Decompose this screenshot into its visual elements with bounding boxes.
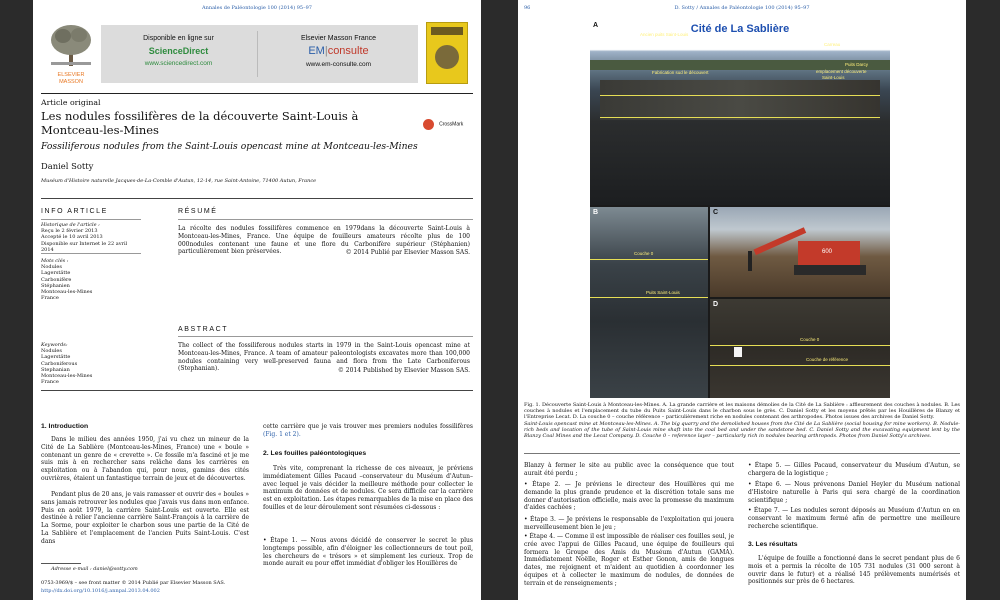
keyword: Montceau-les-Mines xyxy=(41,289,93,296)
author-name: Daniel Sotty xyxy=(41,161,94,171)
panel-label-b: B xyxy=(593,209,599,216)
banner-right-title: Elsevier Masson France xyxy=(300,35,377,42)
keyword: Stéphanien xyxy=(41,282,70,289)
keyword: Carboniferous xyxy=(41,360,78,367)
panel-label-a: A xyxy=(593,22,599,29)
body-paragraph: Blanzy à fermer le site au public avec la conséquence que tout aurait été perdu ; xyxy=(524,462,734,477)
photo-label: Couche 0 xyxy=(800,337,820,342)
panel-label-d: D xyxy=(713,301,719,308)
keyword: France xyxy=(41,295,59,302)
body-rule xyxy=(41,390,473,391)
marker-sign xyxy=(734,347,742,357)
history-block xyxy=(41,222,141,253)
info-subrule xyxy=(41,219,141,220)
photo-label: emplacement découverte xyxy=(816,69,867,74)
layer-line xyxy=(710,365,890,366)
journal-cover-band xyxy=(431,27,463,35)
page-left xyxy=(33,0,481,600)
photo-label: Carreau xyxy=(824,42,841,47)
emconsulte-brand: EM|consulte xyxy=(308,45,369,57)
article-type: Article original xyxy=(41,98,101,107)
header-banner xyxy=(101,25,418,83)
history-label: Historique de l'article : xyxy=(41,222,100,228)
info-heading: INFO ARTICLE xyxy=(41,208,108,215)
photo-a xyxy=(590,20,890,205)
page-right xyxy=(518,0,966,600)
photo-label: Puits Darcy xyxy=(845,62,869,67)
banner-divider xyxy=(257,31,258,77)
photo-label: Couche de référence xyxy=(806,357,849,362)
caption-rule xyxy=(524,453,960,454)
figure-caption-fr: Fig. 1. Découverte Saint-Louis à Montceau-les-Mines. A. La grande carrière et les maisons démolies de la Cité de La Sablière : affleurement des couches à nodules. B. Les couches à nodules et l'emplacement du tube du Puits Saint-Louis dans le charbon sous le grès. C. Daniel Sotty et les moyens prêtés par les Houillères de Blanzy et l'Entreprise Lecat. D. La couche 0 – couche référence – particulièrement riche en nodules contenant des arthropodes. Photos issues des archives de Daniel Sotty. xyxy=(524,402,960,421)
step-item: • Étape 1. — Nous avons décidé de conserver le secret le plus longtemps possible, afin d'éloigner les collectionneurs de tout poil, les chercheurs de « trésors » et simplement les curieux. Trop de monde aurait eu pour effet immédiat d'obliger les Houillères de xyxy=(263,537,473,568)
footnote-rule xyxy=(41,563,81,564)
step-item: • Étape 3. — Je préviens le responsable de l'exploitation qui jouera merveilleusement bien le jeu ; xyxy=(524,516,735,531)
keyword: France xyxy=(41,379,59,386)
body-paragraph: L'équipe de fouille a fonctionné dans le secret pendant plus de 6 mois et a permis la récolte de 105 731 nodules (31 000 seront à ouvrir dans le futur) et a réalisé 145 prélèvements numérisés et positionnés sur près de 6 hectares. xyxy=(748,555,960,586)
keyword: Lagerstätte xyxy=(41,354,71,361)
keywords-label: Keywords: xyxy=(41,342,68,348)
banner-left-title: Disponible en ligne sur xyxy=(143,35,214,42)
figure-link[interactable]: (Fig. 1 et 2). xyxy=(263,430,301,438)
excavator-tracks xyxy=(794,265,866,275)
running-head: Annales de Paléontologie 100 (2014) 95–97 xyxy=(202,5,312,11)
sciencedirect-brand: ScienceDirect xyxy=(148,46,209,56)
keyword: Nodules xyxy=(41,264,62,271)
photo-b xyxy=(590,207,708,398)
person-figure xyxy=(748,251,752,271)
journal-cover xyxy=(426,22,468,84)
abstract-heading: ABSTRACT xyxy=(178,326,229,333)
abstract-subrule xyxy=(178,336,473,337)
photo-label: Fabrication sud le découvert xyxy=(652,70,709,75)
page-number: 96 xyxy=(524,5,531,11)
keyword: Stephanian xyxy=(41,366,70,373)
elsevier-logo xyxy=(43,22,99,84)
running-head: D. Sotty / Annales de Paléontologie 100 (2014) 95–97 xyxy=(674,5,810,11)
elsevier-tree-icon xyxy=(43,22,99,68)
title-en: Fossiliferous nodules from the Saint-Louis opencast mine at Montceau-les-Mines xyxy=(41,141,418,152)
body-paragraph: Très vite, comprenant la richesse de ces niveaux, je préviens immédiatement Gilles Pacaud –conservateur du Muséum d'Autun– avec lequel je vais décider la meilleure méthode pour collecter le maximum de données et de nodules. Ce sera difficile car la carrière est en exploitation. Les étapes remarquables de la mise en place des fouilles et de leur déroulement sont résumées ci-dessous : xyxy=(263,465,473,511)
abstract-text: The collect of the fossiliferous nodules starts in 1979 in the Saint-Louis opencast mine at Montceau-les-Mines, France. A team of amateur paleontologists excavates more than 100,000 nodules containing very well-preserved fauna and flora from the Late Carboniferous (Stephanian). xyxy=(178,342,470,373)
photo-label: Puits Saint-Louis xyxy=(646,290,680,295)
figure-title: Cité de La Sablière xyxy=(690,23,790,35)
panel-label-c: C xyxy=(713,209,719,216)
layer-line xyxy=(710,345,890,346)
intro-paragraph: Pendant plus de 20 ans, je vais ramasser et ouvrir des « boules » sans jamais retrouver les nodules que j'avais vus dans mon enfance. Puis en août 1979, la carrière Saint-Louis est ouverte. Elle est destinée à relier l'ancienne carrière Saint-François à la carrière de La Sorme, pour exploiter le charbon sous une partie de la Cité de La Sablière et l'emplacement de l'ancien Puits Saint-Louis. C'est dans xyxy=(41,491,249,545)
intro-paragraph: Dans le milieu des années 1950, j'ai vu chez un mineur de la Cité de La Sablière (Montceau-les-Mines, France) une « boule » contenant un genre de « crevette ». Ce fossile m'a fasciné et je me suis mis à en rechercher sans relâche dans les carrières en exploitation ou à l'abandon qui, pour nous, gamins des cités ouvrières, étaient un fantastique terrain de jeux et de découvertes. xyxy=(41,436,249,482)
nodule-layer-line xyxy=(600,95,880,96)
excavator-number: 600 xyxy=(822,249,833,255)
photo-label: Couche 0 xyxy=(634,251,654,256)
photo-label: Ancien puits Saint-Louis xyxy=(640,32,689,37)
figure-1 xyxy=(590,20,890,398)
keyword: Carbonifère xyxy=(41,276,72,283)
elsevier-logo-text: ELSEVIER MASSON xyxy=(57,72,85,85)
emconsulte-link[interactable]: www.em-consulte.com xyxy=(305,61,372,68)
section-heading: 1. Introduction xyxy=(41,423,89,430)
resume-text: La récolte des nodules fossilifères commence en 1979dans la découverte Saint-Louis à Montceau-les-Mines, France. Une équipe de fouilleurs amateurs récolte plus de 100 000nodules contenant une faune et une flore du Carbonifère supérieur (Stéphanien) particulièrement bien préservées. xyxy=(178,225,470,256)
keywords-block xyxy=(41,342,141,385)
photo-label: Saint-Louis xyxy=(822,75,845,80)
history-item: Accepté le 10 avril 2013 xyxy=(41,234,103,241)
footer-issn: 0753-3969/$ – see front matter © 2014 Publié par Elsevier Masson SAS. xyxy=(41,580,226,586)
section-heading: 3. Les résultats xyxy=(748,541,798,548)
step-item: • Étape 2. — Je préviens le directeur des Houillères qui me demande la plus grande prudence et la discrétion totale sans me donner d'autorisation officielle, mais avec la promesse du maximum d'aides cachées ; xyxy=(524,481,734,512)
photo-c xyxy=(710,207,890,297)
step-item: • Étape 7. — Les nodules seront déposés au Muséum d'Autun en en conservant le maximum fermé afin de permettre une meilleure recherche scientifique. xyxy=(748,507,960,530)
fossil-icon xyxy=(435,45,459,69)
title-fr: Les nodules fossilifères de la découverte Saint-Louis à Montceau-les-Mines xyxy=(41,109,359,137)
keyword: Lagerstätte xyxy=(41,270,71,277)
photo-d xyxy=(710,299,890,398)
step-item: • Étape 4. — Comme il est impossible de réaliser ces fouilles seul, je crée avec l'appui de Gilles Pacaud, une équipe de fouilleurs qui formera le Groupe des Amis du Muséum d'Autun (GAMA). Immédiatement Noëlle, Roger et Esther Gonon, amis de longues dates, me rejoignent et m'aident au quotidien à coordonner les équipes et à collecter le maximum de nodules, de données de terrain et de renseignements ; xyxy=(524,533,734,587)
history-item: Reçu le 2 février 2013 xyxy=(41,228,98,235)
motscles-label: Mots clés : xyxy=(41,258,69,264)
resume-copyright: © 2014 Publié par Elsevier Masson SAS. xyxy=(345,249,470,256)
motscles-block xyxy=(41,258,141,301)
step-item: • Étape 6. — Nous prévenons Daniel Heyler du Muséum national d'Histoire naturelle à Paris qui sera chargé de la coordination scientifique ; xyxy=(748,481,960,504)
resume-subrule xyxy=(178,219,473,220)
layer-line xyxy=(590,297,708,298)
history-item: Disponible sur Internet le 22 avril 2014 xyxy=(41,240,128,253)
header-rule xyxy=(41,93,473,94)
keyword: Nodules xyxy=(41,348,62,355)
body-paragraph: cette carrière que je vais trouver mes premiers nodules fossilifères (Fig. 1 et 2). xyxy=(263,423,473,438)
footer-doi-link[interactable]: http://dx.doi.org/10.1016/j.annpal.2013.04.002 xyxy=(41,588,160,594)
affiliation: Muséum d'Histoire naturelle Jacques-de-La-Comble d'Autun, 12-14, rue Saint-Antoine, 71400 Autun, France xyxy=(41,178,317,184)
quarry-terrace xyxy=(600,80,880,120)
keyword: Montceau-les-Mines xyxy=(41,373,93,380)
layer-line xyxy=(590,259,708,260)
footnote-email[interactable]: Adresse e-mail : daniel@sotty.com xyxy=(51,566,138,572)
crossmark-icon xyxy=(423,119,434,130)
info-subrule xyxy=(41,253,141,254)
step-item: • Étape 5. — Gilles Pacaud, conservateur du Muséum d'Autun, se chargera de la logistique ; xyxy=(748,462,960,477)
figure-caption-en: Saint-Louis opencast mine at Montceau-les-Mines. A. The big quarry and the demolished houses from the Cité de La Sablière (social housing for mine workers). B. Nodule-rich beds and location of the tube of Saint-Louis mine shaft into the coal bed and under the sandstone bed. C. Daniel Sotty and the excavating equipment lent by the Blanzy Coal Mines and the Lecat Company. D. Couche 0 – reference layer – particularly rich in nodules bearing arthropods. Photos from Daniel Sotty's archives. xyxy=(524,421,960,440)
abstract-copyright: © 2014 Published by Elsevier Masson SAS. xyxy=(337,367,470,374)
resume-heading: RÉSUMÉ xyxy=(178,208,218,215)
crossmark-badge[interactable]: CrossMark xyxy=(423,114,473,133)
nodule-layer-line xyxy=(600,117,880,118)
sciencedirect-link[interactable]: www.sciencedirect.com xyxy=(144,60,213,67)
info-rule xyxy=(41,198,473,199)
section-heading: 2. Les fouilles paléontologiques xyxy=(263,450,367,457)
